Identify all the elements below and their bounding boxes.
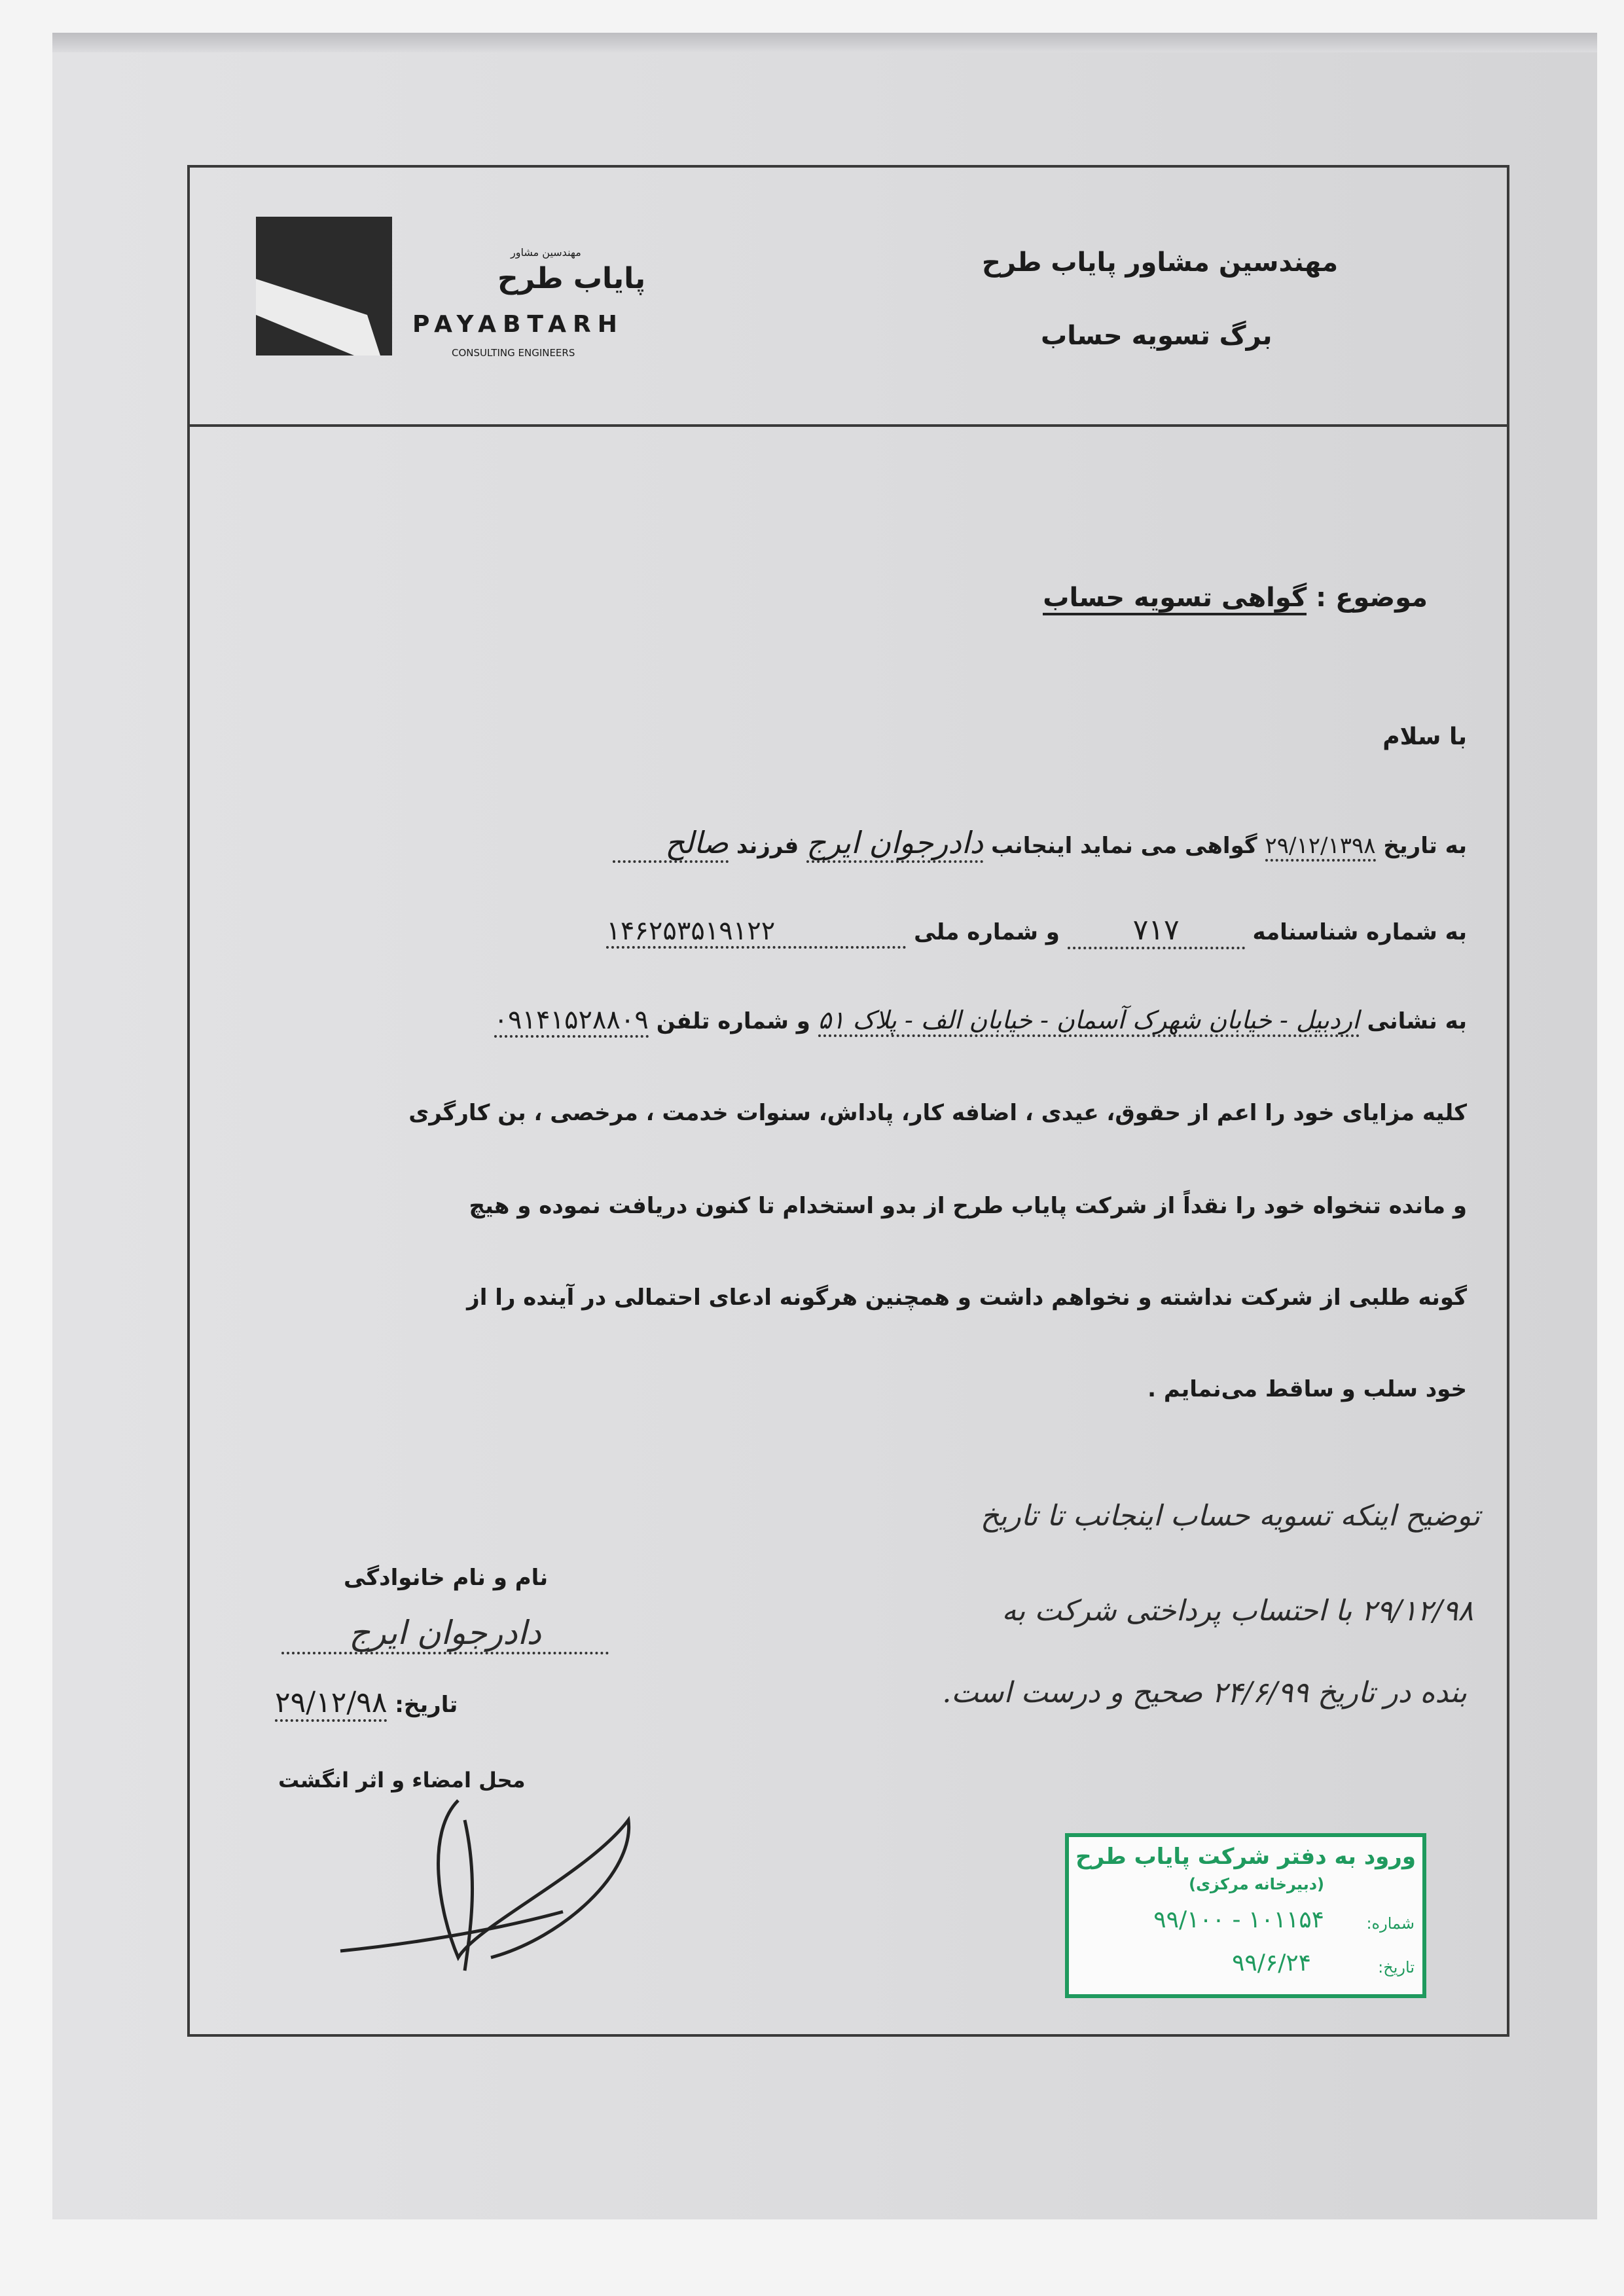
subject-text: گواهی تسویه حساب: [1043, 583, 1307, 615]
signature-scribble: [327, 1781, 655, 1977]
address-label: به نشانی: [1367, 1008, 1467, 1034]
form-title: برگ تسویه حساب: [1041, 321, 1272, 351]
logo-fa-small: مهندسین مشاور: [511, 246, 581, 259]
date-line: [275, 1686, 458, 1722]
address: اردبیل - خیابان شهرک آسمان - خیابان الف - پلاک ۵۱: [818, 1006, 1360, 1037]
national-id-label: و شماره ملی: [914, 919, 1060, 945]
greeting: با سلام: [1382, 723, 1467, 750]
date-prefix: به تاریخ: [1383, 833, 1467, 859]
stamp-date: ۹۹/۶/۲۴: [1232, 1950, 1311, 1977]
body-line-1: [613, 825, 1467, 863]
company-logo: [256, 217, 392, 355]
logo-fa-name: پایاب طرح: [497, 262, 646, 295]
child-label: فرزند: [736, 833, 799, 859]
body-paragraph-2: و مانده تنخواه خود را نقداً از شرکت پایاب طرح از بدو استخدام تا کنون دریافت نموده و هیچ: [469, 1193, 1467, 1219]
company-title: مهندسین مشاور پایاب طرح: [982, 247, 1339, 278]
entry-stamp: [1065, 1833, 1426, 1998]
body-paragraph-4: خود سلب و ساقط می‌نمایم .: [1147, 1376, 1467, 1402]
body-line-2: [606, 913, 1467, 949]
employee-name: دادرجوان ایرج: [806, 825, 983, 863]
stamp-number: ۱۰۱۱۵۴ - ۹۹/۱۰۰: [1153, 1906, 1324, 1933]
id-label: به شماره شناسنامه: [1252, 919, 1467, 945]
subject-line: [1043, 583, 1428, 613]
stamp-title: ورود به دفتر شرکت پایاب طرح: [1075, 1844, 1416, 1870]
subject-label: موضوع :: [1316, 583, 1428, 613]
logo-en-name: PAYABTARH: [412, 311, 624, 338]
signer-name: دادرجوان ایرج: [281, 1614, 609, 1654]
certificate-date: ۲۹/۱۲/۱۳۹۸: [1265, 833, 1376, 862]
name-label: نام و نام خانوادگی: [344, 1565, 549, 1591]
body-line-3: [494, 1005, 1467, 1038]
birth-certificate-number: ۷۱۷: [1068, 913, 1245, 949]
signed-date: ۲۹/۱۲/۹۸: [275, 1686, 387, 1722]
handwritten-note-1: توضیح اینکه تسویه حساب اینجانب تا تاریخ: [980, 1499, 1480, 1533]
father-name: صالح: [613, 825, 729, 863]
logo-en-sub: CONSULTING ENGINEERS: [452, 347, 575, 359]
logo-mark-icon: [256, 217, 392, 355]
body-paragraph-1: کلیه مزایای خود را اعم از حقوق، عیدی ، اضافه کار، پاداش، سنوات خدمت ، مرخصی ، بن کارگری: [408, 1100, 1467, 1126]
phone-number: ۰۹۱۴۱۵۲۸۸۰۹: [494, 1005, 649, 1038]
signature-label: محل امضاء و اثر انگشت: [278, 1768, 526, 1793]
stamp-number-label: شماره:: [1366, 1914, 1415, 1933]
paper-top-edge: [52, 33, 1597, 52]
national-id: ۱۴۶۲۵۳۵۱۹۱۲۲: [606, 916, 906, 949]
handwritten-note-2: ۲۹/۱۲/۹۸ با احتساب پرداختی شرکت به: [1001, 1594, 1473, 1628]
stamp-date-label: تاریخ:: [1378, 1958, 1415, 1977]
stamp-subtitle: (دبیرخانه مرکزی): [1189, 1875, 1324, 1893]
handwritten-note-3: بنده در تاریخ ۲۴/۶/۹۹ صحیح و درست است.: [942, 1676, 1467, 1709]
date-label: تاریخ:: [395, 1692, 458, 1718]
phone-label: و شماره تلفن: [656, 1008, 810, 1034]
certify-text: گواهی می نماید اینجانب: [990, 833, 1257, 859]
body-paragraph-3: گونه طلبی از شرکت نداشته و نخواهم داشت و همچنین هرگونه ادعای احتمالی در آینده را از: [467, 1285, 1467, 1311]
